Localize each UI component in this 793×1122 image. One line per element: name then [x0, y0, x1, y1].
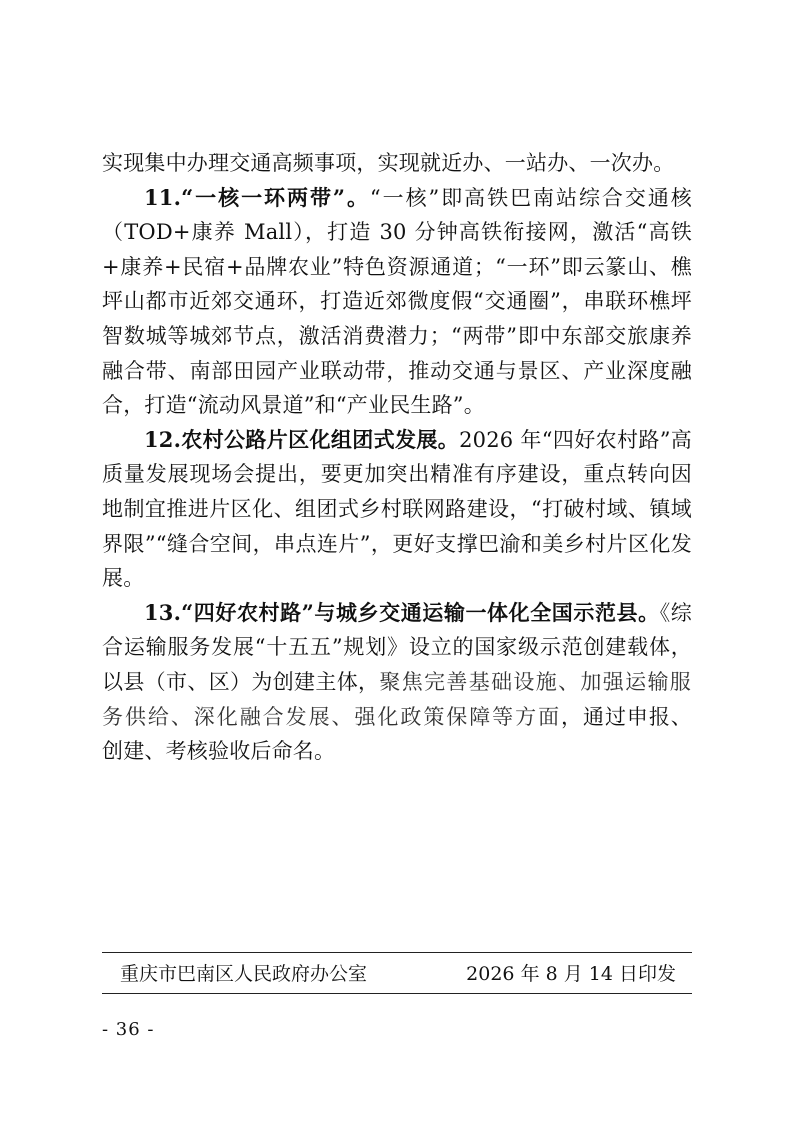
intro-line: 实现集中办理交通高频事项，实现就近办、一站办、一次办。 — [102, 151, 675, 175]
item-13-text-after: ，通过申报、创建、考核验收后命名。 — [102, 704, 693, 764]
intro-paragraph — [102, 146, 692, 181]
item-12-title: 12.农村公路片区化组团式发展。 — [144, 426, 460, 452]
item-12-paragraph — [102, 423, 692, 596]
item-13-text-before: 《综合运输服务发展“十五五”规划》设立的国家级示范创建载体，以县（市、区）为创建主体， — [102, 600, 692, 694]
item-13-paragraph — [102, 596, 692, 769]
item-11-paragraph — [102, 181, 692, 423]
item-13-title: 13.“四好农村路”与城乡交通运输一体化全国示范县。 — [144, 599, 660, 625]
footer-top-rule — [102, 952, 692, 953]
footer-issue-date: 2026 年 8 月 14 日印发 — [466, 963, 676, 985]
item-12-text: 2026 年“四好农村路”高质量发展现场会提出，要更加突出精准有序建设，重点转向因地制宜推进片区化、组团式乡村联网路建设，“打破村域、镇域界限”“缝合空间，串点连片”，更好支撑巴渝和美乡村片区化发展。 — [102, 427, 692, 591]
item-11-text: “一核”即高铁巴南站综合交通核（TOD+康养 Mall），打造 30 分钟高铁衔接网，激活“高铁+康养+民宿+品牌农业”特色资源通道；“一环”即云篆山、樵坪山都市近郊交通环，打造近郊微度假“交通圈”，串联环樵坪智数城等城郊节点，激活消费潜力；“两带”即中东部交旅康养融合带、南部田园产业联动带，推动交通与景区、产业深度融合，打造“流动风景道”和“产业民生路”。 — [102, 185, 692, 418]
page-number: - 36 - — [102, 1019, 155, 1040]
item-11-title: 11.“一核一环两带”。 — [144, 184, 370, 210]
footer-bottom-rule — [102, 993, 692, 994]
footer-issuer: 重庆市巴南区人民政府办公室 — [120, 963, 368, 985]
item-13-text-emphasis: 聚焦完善基础设施、加强运输服务供给、深化融合发展、强化政策保障等方面 — [102, 669, 692, 729]
document-body — [102, 146, 692, 769]
